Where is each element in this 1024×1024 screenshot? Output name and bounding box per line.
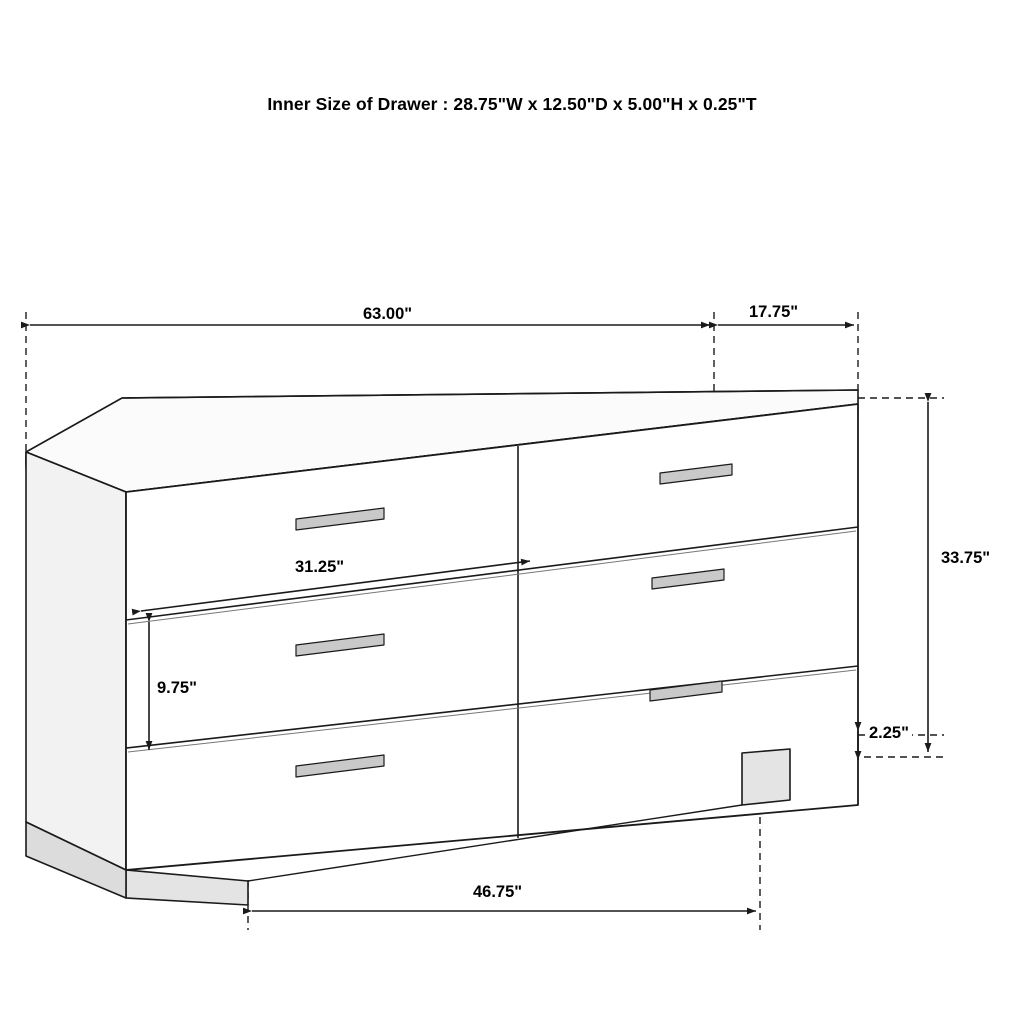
dresser-plinth-front (126, 870, 248, 905)
dim-label-depth: 17.75" (746, 303, 801, 322)
dresser-foot-right (742, 749, 790, 805)
dim-label-base-clearance: 2.25" (866, 724, 912, 743)
dresser-body (26, 390, 858, 905)
dim-label-drawer-width: 31.25" (292, 558, 347, 577)
dim-label-height: 33.75" (938, 549, 993, 568)
dim-label-width: 63.00" (360, 305, 415, 324)
dresser-left-side-panel (26, 452, 126, 870)
page-title: Inner Size of Drawer : 28.75"W x 12.50"D x 5.00"H x 0.25"T (267, 94, 757, 114)
dim-label-drawer-height: 9.75" (154, 679, 200, 698)
dim-label-base-width: 46.75" (470, 883, 525, 902)
